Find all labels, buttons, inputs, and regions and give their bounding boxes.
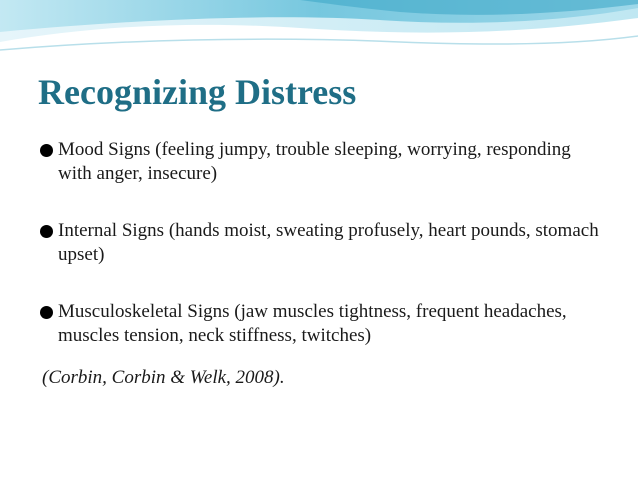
bullet-item-musculoskeletal-signs [40, 300, 600, 348]
bullet-dot-icon [40, 306, 53, 319]
slide-title: Recognizing Distress [38, 72, 357, 112]
bullet-dot-icon [40, 144, 53, 157]
bullet-text: Internal Signs (hands moist, sweating profusely, heart pounds, stomach upset) [58, 220, 599, 265]
bullet-item-internal-signs [40, 219, 600, 267]
bullet-text: Mood Signs (feeling jumpy, trouble sleeping, worrying, responding with anger, insecure) [58, 139, 571, 184]
citation: (Corbin, Corbin & Welk, 2008). [42, 367, 285, 388]
bullet-list [40, 138, 600, 381]
wave-header-decoration [0, 0, 638, 70]
bullet-text: Musculoskeletal Signs (jaw muscles tightness, frequent headaches, muscles tension, neck stiffness, twitches) [58, 301, 567, 346]
wave-line [0, 36, 638, 50]
bullet-item-mood-signs [40, 138, 600, 186]
bullet-dot-icon [40, 225, 53, 238]
